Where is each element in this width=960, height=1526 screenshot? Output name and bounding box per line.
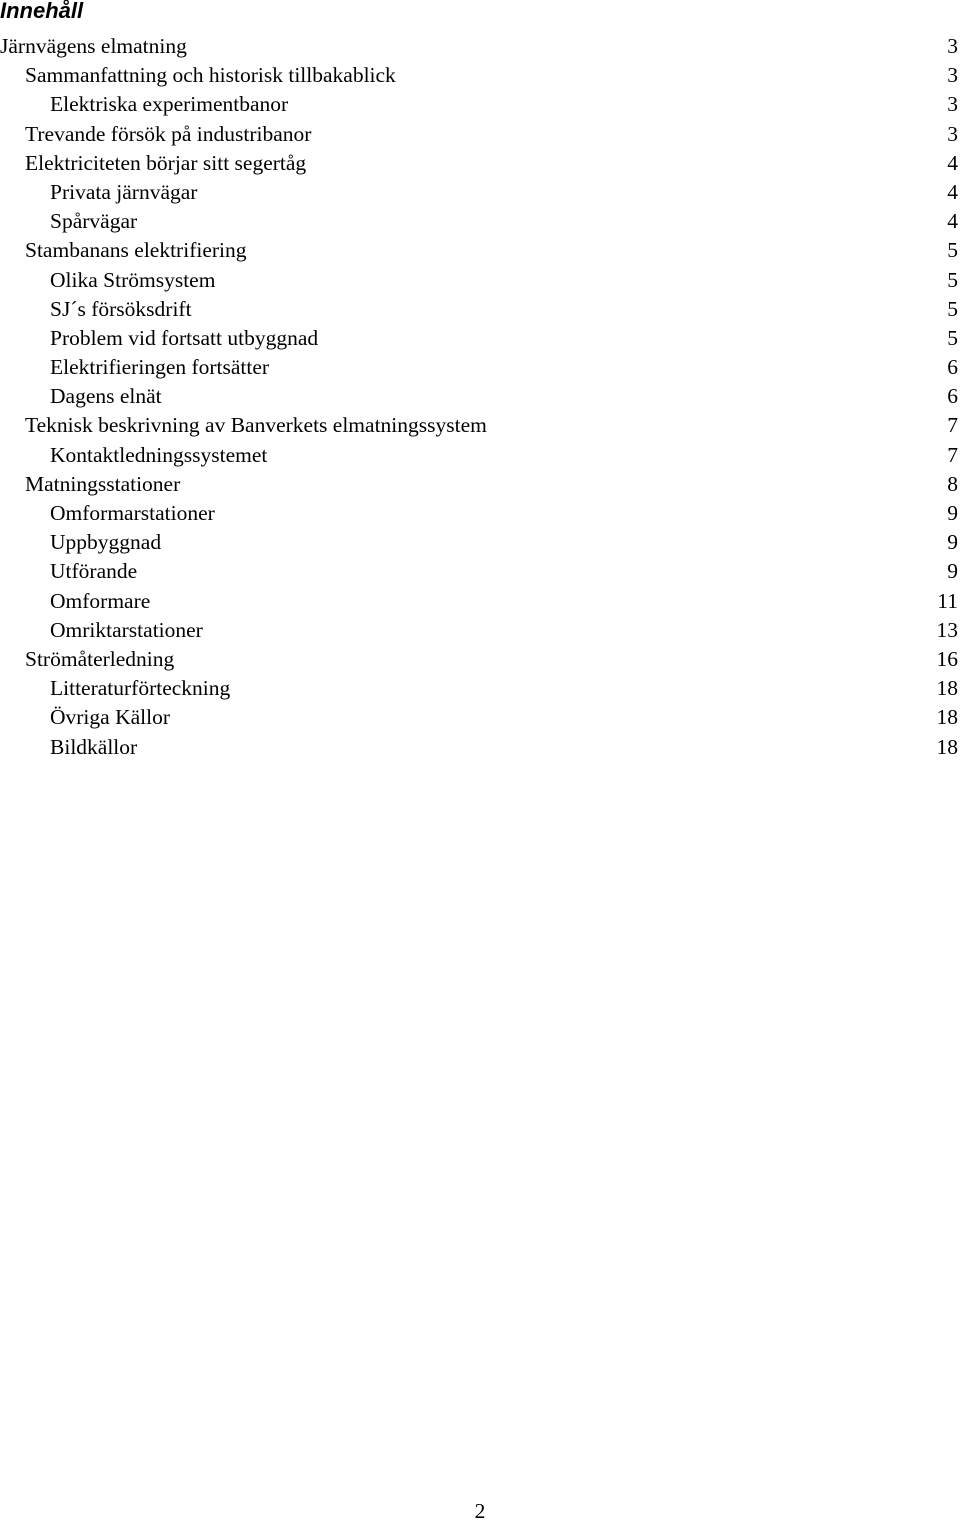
toc-entry[interactable]	[0, 470, 960, 499]
toc-entry-title: Uppbyggnad	[50, 530, 162, 555]
toc-entry[interactable]	[0, 207, 960, 236]
page-number: 2	[474, 1499, 486, 1523]
toc-entry-title: Trevande försök på industribanor	[25, 121, 312, 146]
toc-entry-page-number: 3	[947, 34, 958, 58]
toc-entry[interactable]	[0, 353, 960, 382]
toc-entry-page-number: 9	[947, 501, 958, 525]
toc-entry[interactable]	[0, 674, 960, 703]
toc-entry[interactable]	[0, 236, 960, 265]
toc-entry-title: SJ´s försöksdrift	[50, 296, 192, 321]
toc-entry-page-number: 3	[947, 63, 958, 88]
toc-entry-title: Privata järnvägar	[50, 179, 198, 204]
toc-entry-title: Övriga Källor	[50, 705, 171, 730]
toc-entry-title: Problem vid fortsatt utbyggnad	[50, 325, 319, 350]
toc-entry-page-number: 7	[947, 442, 958, 467]
toc-entry-page-number: 13	[936, 617, 958, 642]
toc-entry-page-number: 8	[947, 471, 958, 496]
toc-entry-page-number: 16	[936, 646, 958, 671]
toc-entry-page-number: 5	[947, 267, 958, 292]
toc-entry-page-number: 9	[947, 530, 958, 555]
toc-entry[interactable]	[0, 61, 960, 90]
toc-entry-title: Elektrifieringen fortsätter	[50, 355, 270, 380]
toc-entry[interactable]	[0, 178, 960, 207]
toc-entry[interactable]	[0, 411, 960, 440]
toc-entry-title: Litteraturförteckning	[50, 676, 231, 701]
toc-entry-page-number: 4	[947, 179, 958, 204]
toc-heading: Innehåll	[0, 0, 84, 23]
toc-entry-title: Spårvägar	[50, 209, 138, 234]
toc-entry-page-number: 9	[947, 559, 958, 584]
toc-entry[interactable]	[0, 382, 960, 411]
toc-entry[interactable]	[0, 120, 960, 149]
toc-entry[interactable]	[0, 90, 960, 119]
toc-entry-title: Bildkällor	[50, 734, 138, 759]
toc-entry-title: Omformare	[50, 588, 151, 613]
toc-entry[interactable]	[0, 587, 960, 616]
toc-entry-page-number: 18	[936, 676, 958, 701]
table-of-contents	[0, 32, 960, 762]
toc-entry-title: Omriktarstationer	[50, 617, 203, 642]
toc-entry-title: Elektriciteten börjar sitt segertåg	[25, 150, 307, 175]
toc-entry-page-number: 4	[947, 209, 958, 234]
toc-entry-title: Matningsstationer	[25, 471, 181, 496]
toc-entry[interactable]	[0, 616, 960, 645]
toc-entry-title: Elektriska experimentbanor	[50, 92, 289, 117]
toc-entry-title: Olika Strömsystem	[50, 267, 216, 292]
toc-entry-title: Dagens elnät	[50, 384, 162, 409]
toc-entry-page-number: 5	[947, 296, 958, 321]
toc-entry-page-number: 7	[947, 413, 958, 438]
toc-entry-page-number: 11	[937, 588, 958, 613]
toc-entry-page-number: 4	[947, 150, 958, 175]
toc-entry-page-number: 5	[947, 325, 958, 350]
toc-entry[interactable]	[0, 149, 960, 178]
toc-entry-title: Teknisk beskrivning av Banverkets elmatningssystem	[25, 413, 487, 438]
toc-entry-title: Stambanans elektrifiering	[25, 238, 247, 263]
toc-entry[interactable]	[0, 324, 960, 353]
toc-entry-page-number: 3	[947, 121, 958, 146]
toc-entry-page-number: 5	[947, 238, 958, 263]
toc-entry[interactable]	[0, 499, 960, 528]
toc-entry-title: Järnvägens elmatning	[0, 34, 187, 58]
toc-entry[interactable]	[0, 557, 960, 586]
toc-entry[interactable]	[0, 295, 960, 324]
toc-entry-page-number: 18	[936, 734, 958, 759]
toc-entry[interactable]	[0, 32, 960, 61]
toc-entry-title: Omformarstationer	[50, 501, 215, 525]
toc-entry[interactable]	[0, 528, 960, 557]
toc-entry[interactable]	[0, 266, 960, 295]
toc-entry[interactable]	[0, 703, 960, 732]
toc-entry[interactable]	[0, 645, 960, 674]
toc-entry-title: Utförande	[50, 559, 138, 584]
toc-entry-title: Kontaktledningssystemet	[50, 442, 268, 467]
toc-entry[interactable]	[0, 733, 960, 762]
toc-entry-page-number: 6	[947, 355, 958, 380]
toc-entry-page-number: 18	[936, 705, 958, 730]
toc-entry[interactable]	[0, 441, 960, 470]
toc-entry-title: Strömåterledning	[25, 646, 175, 671]
toc-entry-title: Sammanfattning och historisk tillbakablick	[25, 63, 396, 88]
toc-entry-page-number: 6	[947, 384, 958, 409]
toc-entry-page-number: 3	[947, 92, 958, 117]
